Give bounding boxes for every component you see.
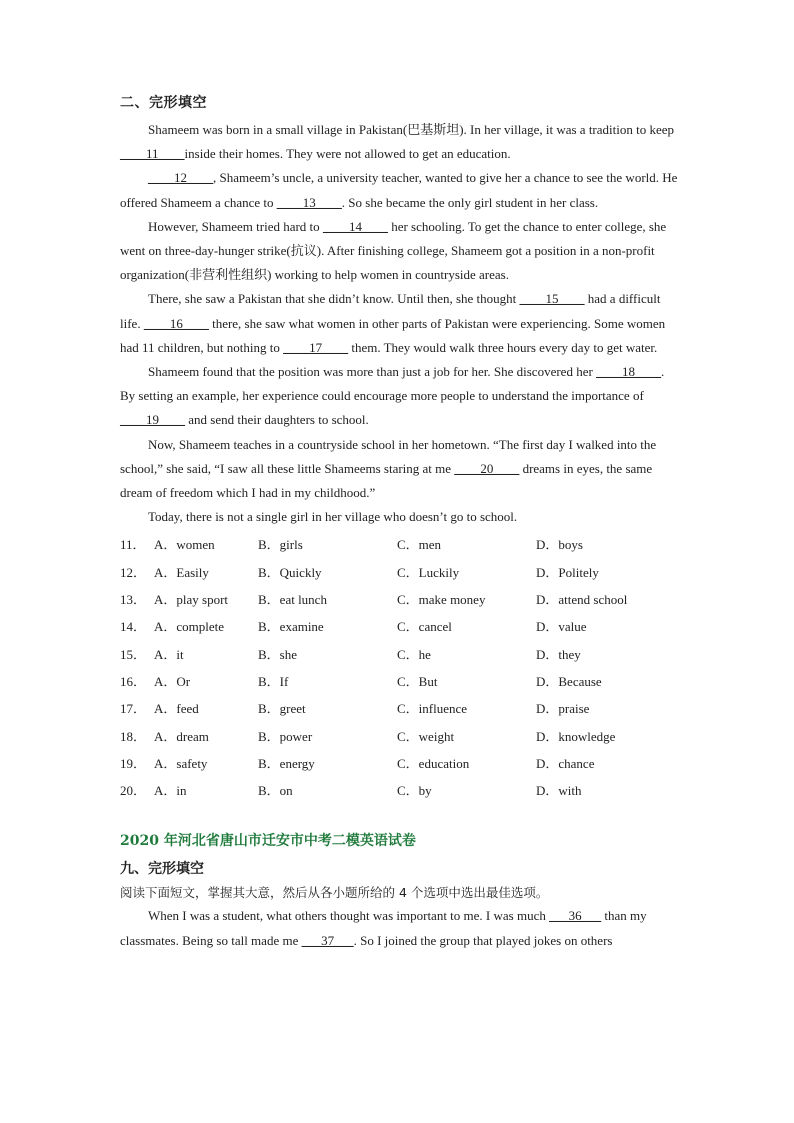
text-run: When I was a student, what others thought was important to me. I was much (148, 908, 550, 924)
option-d: D．praise (536, 701, 590, 717)
option-row (120, 559, 680, 586)
option-row (120, 695, 680, 722)
exam-title: 2020 年河北省唐山市迁安市中考二模英语试卷 (120, 833, 416, 850)
option-d: D．Because (536, 673, 602, 689)
text-run: than my classmates. Being so tall made me (120, 908, 647, 948)
option-d: D．with (536, 783, 582, 799)
document-page (120, 92, 680, 953)
option-b: B．greet (258, 701, 306, 717)
option-row (120, 613, 680, 640)
text-run: her schooling. To get the chance to enter college, she went on three-day-hunger strike(抗议). After finishing college, Shameem got a position in a non-profit organization(非营利性组织) working to help women in countryside areas. (120, 218, 667, 283)
option-a: A．play sport (154, 592, 229, 608)
blank: ____18____ (596, 364, 662, 380)
text-run: dreams in eyes, the same dream of freedom which I had in my childhood.” (120, 460, 653, 501)
text-run: . So she became the only girl student in her class. (341, 194, 599, 210)
option-a: A．complete (154, 619, 225, 635)
paragraph (120, 118, 680, 166)
paragraph (120, 215, 680, 288)
option-a: A．safety (154, 755, 208, 771)
paragraph (120, 505, 680, 529)
text-run: had a difficult life. (120, 291, 661, 331)
option-row (120, 750, 680, 777)
option-b: B．power (258, 728, 313, 744)
blank: ___36___ (549, 908, 602, 924)
option-c: C．Luckily (397, 564, 460, 580)
option-a: A．Or (154, 673, 191, 689)
text-run: Today, there is not a single girl in her village who doesn’t go to school. (148, 509, 518, 525)
question-number: 18． (120, 728, 147, 744)
text-run: There, she saw a Pakistan that she didn’t know. Until then, she thought (148, 291, 520, 307)
option-b: B．energy (258, 755, 315, 771)
option-b: B．If (258, 673, 289, 689)
option-b: B．on (258, 783, 293, 799)
option-c: C．by (397, 783, 432, 799)
option-a: A．Easily (154, 564, 209, 580)
options-list (120, 531, 680, 804)
option-a: A．in (154, 783, 187, 799)
option-d: D．chance (536, 755, 595, 771)
option-c: C．But (397, 673, 438, 689)
question-number: 11． (120, 537, 146, 553)
question-number: 12． (120, 564, 147, 580)
question-number: 14． (120, 619, 147, 635)
section-heading: 二、完形填空 (120, 95, 207, 111)
option-c: C．cancel (397, 619, 452, 635)
option-row (120, 531, 680, 558)
blank: ____12____ (148, 170, 213, 186)
text-run: Shameem found that the position was more than just a job for her. She discovered her (148, 364, 597, 380)
question-number: 16． (120, 673, 147, 689)
option-d: D．Politely (536, 564, 599, 580)
option-d: D．boys (536, 537, 583, 553)
paragraph (120, 360, 680, 433)
option-d: D．knowledge (536, 728, 616, 744)
blank: ____20____ (454, 460, 520, 476)
option-c: C．education (397, 755, 470, 771)
option-c: C．men (397, 537, 442, 553)
text-run: them. They would walk three hours every day to get water. (348, 339, 658, 355)
question-number: 13． (120, 592, 147, 608)
option-b: B．eat lunch (258, 592, 327, 608)
blank: ____17____ (283, 339, 349, 355)
option-a: A．women (154, 537, 215, 553)
blank: ____14____ (322, 218, 388, 234)
option-a: A．feed (154, 701, 199, 717)
option-row (120, 586, 680, 613)
instructions: 阅读下面短文，掌握其大意，然后从各小题所给的 4 个选项中选出最佳选项。 (120, 885, 549, 901)
option-row (120, 723, 680, 750)
option-a: A．it (154, 646, 184, 662)
option-d: D．they (536, 646, 581, 662)
passage (120, 118, 680, 529)
text-run: . So I joined the group that played jokes on others (353, 932, 613, 948)
text-run: Now, Shameem teaches in a countryside school in her hometown. “The first day I walked into the school,” she said, “I saw all these little Shameems staring at me (120, 436, 657, 476)
question-number: 15． (120, 646, 147, 662)
text-run: and send their daughters to school. (185, 412, 369, 428)
option-d: D．value (536, 619, 587, 635)
text-run: inside their homes. They were not allowed to get an education. (184, 146, 511, 162)
passage-2 (120, 904, 680, 952)
blank: ____16____ (143, 315, 209, 331)
blank: ____15____ (519, 291, 585, 307)
option-row (120, 668, 680, 695)
option-b: B．she (258, 646, 298, 662)
text-run: However, Shameem tried hard to (148, 218, 323, 234)
paragraph (120, 433, 680, 506)
paragraph (120, 287, 680, 360)
blank: ___37___ (301, 932, 354, 948)
option-a: A．dream (154, 728, 209, 744)
question-number: 20． (120, 783, 147, 799)
option-row (120, 641, 680, 668)
option-b: B．Quickly (258, 564, 322, 580)
option-b: B．examine (258, 619, 324, 635)
option-row (120, 777, 680, 804)
question-number: 17． (120, 701, 147, 717)
blank: ____19____ (120, 412, 185, 428)
option-b: B．girls (258, 537, 303, 553)
paragraph (120, 904, 680, 952)
text-run: Shameem was born in a small village in Pakistan(巴基斯坦). In her village, it was a tradition to keep (148, 122, 675, 137)
text-run: there, she saw what women in other parts of Pakistan were experiencing. Some women had 11 children, but nothing to (120, 315, 666, 355)
option-c: C．make money (397, 592, 486, 608)
paragraph (120, 166, 680, 214)
option-c: C．weight (397, 728, 455, 744)
section-heading-2: 九、完形填空 (120, 861, 204, 878)
question-number: 19． (120, 755, 147, 771)
option-c: C．influence (397, 701, 468, 717)
blank: ____13____ (276, 194, 342, 210)
option-c: C．he (397, 646, 431, 662)
blank: ____11____ (120, 146, 185, 162)
option-d: D．attend school (536, 592, 628, 608)
text-run: . By setting an example, her experience could encourage more people to understand the importance of (120, 364, 665, 404)
text-run: , Shameem’s uncle, a university teacher, wanted to give her a chance to see the world. He offered Shameem a chance to (120, 170, 678, 210)
